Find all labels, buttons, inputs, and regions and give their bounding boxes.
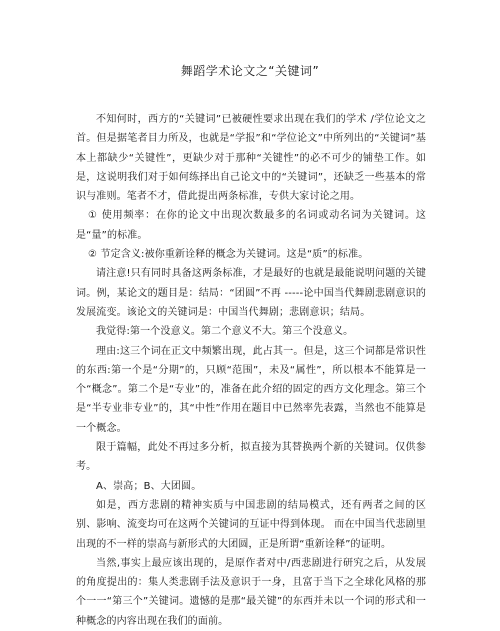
paragraph-reason: 理由:这三个词在正文中频繁出现，此占其一。但是，这三个词都是常识性的东西:第一个是“分期”的，只顾“范围”，未及“属性”，所以根本不能算是一个“概念”。第二个是“专业”的，准备在此介绍的固定的西方文化理念。第三个是“半专业非专业”的，其“中性”作用在题目中已然率先表露，当然也不能算是一个概念。 [76,345,426,434]
paragraph-new-keywords: A、崇高；B、大团圆。 [96,480,202,492]
paragraph-note: 请注意!只有同时具备这两条标准，才是最好的也就是最能说明问题的关键词。例，某论文的题目是：结局：“团圆”不再 -----论中国当代舞剧悲剧意识的发展流变。该论文的关键词是：中国当代舞剧；悲剧意识；结局。 [76,268,426,318]
paragraph-criterion-1: ① 使用频率：在你的论文中出现次数最多的名词或动名词为关键词。这是“量”的标准。 [76,210,426,241]
paragraph-replacement: 限于篇幅，此处不再过多分析，拟直接为其替换两个新的关键词。仅供参考。 [76,442,426,473]
document-body [76,110,426,631]
paragraph-intro: 不知何时，西方的“关键词”已被硬性要求出现在我们的学术 /学位论文之首。但是据笔者目力所及，也就是“学报”和“学位论文”中所列出的“关键词”基本上都缺少“关键性”，更缺少对于那种“关键性”的必不可少的铺垫工作。如是，这说明我们对于如何练择出自己论文中的“关键词”，还缺乏一些基本的常识与准则。笔者不才，借此提出两条标准，专供大家讨论之用。 [76,114,426,203]
paragraph-conclusion: 当然,事实上最应该出现的，是原作者对中/西悲剧进行研究之后，从发展的角度提出的：集人类悲剧手法及意识于一身，且富于当下之全球化风格的那个一一“第三个”关键词。遗憾的是那“最关键”的东西并未以一个词的形式和一种概念的内容出现在我们的面前。 [76,557,426,627]
paragraph-opinion: 我觉得:第一个没意义。第二个意义不大。第三个没意义。 [96,326,354,338]
page-title: 舞蹈学术论文之“关键词” [180,64,320,78]
paragraph-criterion-2: ② 节定含义:被你重新诠释的概念为关键词。这是“质”的标准。 [88,249,369,261]
paragraph-explanation: 如是，西方悲剧的精神实质与中国悲剧的结局模式，还有两者之间的区别、影响、流变均可在这两个关键词的互证中得到体现。 而在中国当代悲剧里出现的不一样的崇高与新形式的大团圆，正是所谓“重新诠释”的证明。 [76,499,426,550]
